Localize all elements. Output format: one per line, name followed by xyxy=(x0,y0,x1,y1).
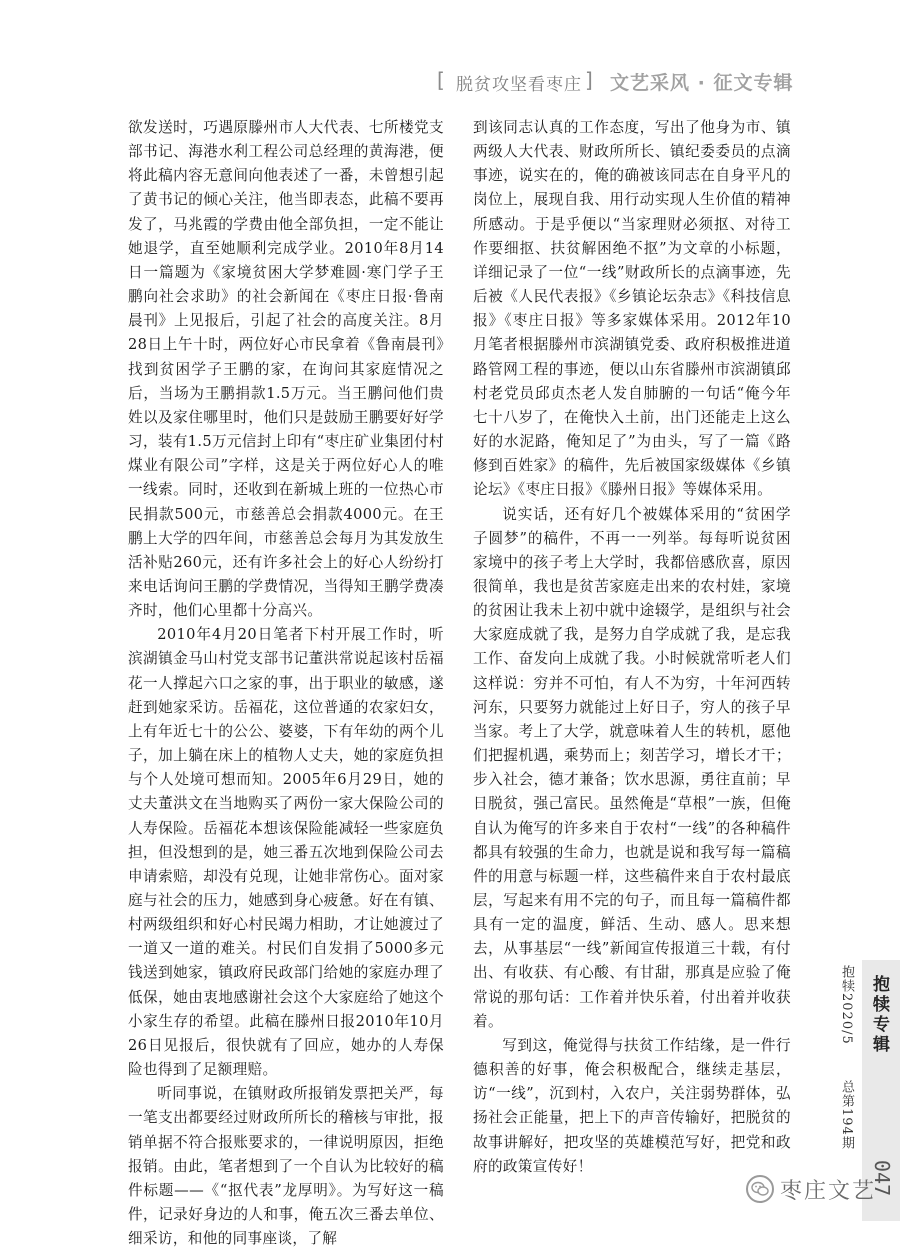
article-column-right xyxy=(473,116,791,1179)
watermark xyxy=(746,1172,876,1206)
corner-section-title: 抱犊专辑 xyxy=(869,975,889,1055)
page-number: 047 xyxy=(870,1160,894,1197)
header-column-title: 文艺采风 · 征文专辑 xyxy=(610,72,794,94)
paragraph: 听同事说，在镇财政所报销发票把关严，每一笔支出都要经过财政所所长的稽核与审批，报销单据不符合报账要求的，一律说明原因，拒绝报销。由此，笔者想到了一个自认为比较好的稿件标题——《“抠代表”龙厚明》。为写好这一稿件，记录好身边的人和事，俺五次三番去单位、细采访，和他的同事座谈，了解 xyxy=(128,1085,444,1248)
watermark-label: 枣庄文艺 xyxy=(780,1178,877,1204)
paragraph: 说实话，还有好几个被媒体采用的“贫困学子圆梦”的稿件，不再一一列举。每每听说贫困家境中的孩子考上大学时，我都倍感欣喜，原因很简单，我也是贫苦家庭走出来的农村娃，家境的贫困让我未上初中就中途辍学，是组织与社会大家庭成就了我，是努力自学成就了我，是忘我工作、奋发向上成就了我。小时候就常听老人们这样说：穷并不可怕，有人不为穷，十年河西转河东，只要努力就能过上好日子，穷人的孩子早当家。考上了大学，就意味着人生的转机，愿他们把握机遇，乘势而上；刻苦学习，增长才干；步入社会，德才兼备；饮水思源，勇往直前；早日脱贫，强己富民。虽然俺是“草根”一族，但俺自认为俺写的许多来自于农村“一线”的各种稿件都具有较强的生命力，也就是说和我写每一篇稿件的用意与标题一样，这些稿件来自于农村最底层，写起来有用不完的句子，而且每一篇稿件都具有一定的温度，鲜活、生动、感人。思来想去，从事基层“一线”新闻宣传报道三十载，有付出、有收获、有心酸、有甘甜，那真是应验了俺常说的那句话：工作着并快乐着，付出着并收获着。 xyxy=(473,505,791,1030)
issue-label: 总第194期 xyxy=(839,1080,854,1150)
article-column-left xyxy=(128,116,444,1251)
header-bracket-right: ] xyxy=(585,68,593,92)
paragraph: 到该同志认真的工作态度，写出了他身为市、镇两级人大代表、财政所所长、镇纪委委员的点滴事迹，说实在的，俺的确被该同志在自身平凡的岗位上，展现自我、用行动实现人生价值的精神所感动。于是乎便以“当家理财必须抠、对待工作要细抠、扶贫解困绝不抠”为文章的小标题，详细记录了一位“一线”财政所长的点滴事迹，先后被《人民代表报》《乡镇论坛杂志》《科技信息报》《枣庄日报》等多家媒体采用。2012年10月笔者根据滕州市滨湖镇党委、政府积极推进道路管网工程的事迹，便以山东省滕州市滨湖镇邱村老党员邱贞杰老人发自肺腑的一句话“俺今年七十八岁了，在俺快入土前，出门还能走上这么好的水泥路，俺知足了”为由头，写了一篇《路修到百姓家》的稿件，先后被国家级媒体《乡镇论坛》《枣庄日报》《滕州日报》等媒体采用。 xyxy=(473,119,791,499)
paragraph: 欲发送时，巧遇原滕州市人大代表、七所楼党支部书记、海港水利工程公司总经理的黄海港，便将此稿内容无意间向他表述了一番，未曾想引起了黄书记的倾心关注，他当即表态，此稿不要再发了，马兆霞的学费由他全部负担，一定不能让她退学，直至她顺利完成学业。2010年8月14日一篇题为《家境贫困大学梦难圆·寒门学子王鹏向社会求助》的社会新闻在《枣庄日报·鲁南晨刊》上见报后，引起了社会的高度关注。8月28日上午十时，两位好心市民拿着《鲁南晨刊》找到贫困学子王鹏的家，在询问其家庭情况之后，当场为王鹏捐款1.5万元。当王鹏问他们贵姓以及家住哪里时，他们只是鼓励王鹏要好好学习，装有1.5万元信封上印有“枣庄矿业集团付村煤业有限公司”字样，这是关于两位好心人的唯一线索。同时，还收到在新城上班的一位热心市民捐款500元，市慈善总会捐款4000元。在王鹏上大学的四年间，市慈善总会每月为其发放生活补贴260元，还有许多社会上的好心人纷纷打来电话询问王鹏的学费情况，当得知王鹏学费凑齐时，他们心里都十分高兴。 xyxy=(128,119,445,620)
header-series-title: 脱贫攻坚看枣庄 xyxy=(456,75,582,95)
header-bracket-left: [ xyxy=(437,68,445,92)
paragraph: 2010年4月20日笔者下村开展工作时，听滨湖镇金马山村党支部书记董洪常说起该村岳福花一人撑起六口之家的事，出于职业的敏感，遂赶到她家采访。岳福花，这位普通的农家妇女，上有年近七十的公公、婆婆，下有年幼的两个儿子，加上躺在床上的植物人丈夫，她的家庭负担与个人处境可想而知。2005年6月29日，她的丈夫董洪文在当地购买了两份一家大保险公司的人寿保险。岳福花本想该保险能减轻一些家庭负担，但没想到的是，她三番五次地到保险公司去申请索赔，却没有兑现，让她非常伤心。面对家庭与社会的压力，她感到身心疲惫。好在有镇、村两级组织和好心村民竭力相助，才让她渡过了一道又一道的难关。村民们自发捐了5000多元钱送到她家，镇政府民政部门给她的家庭办理了低保，她由衷地感谢社会这个大家庭给了她这个小家生存的希望。此稿在滕州日报2010年10月26日见报后，很快就有了回应，她办的人寿保险也得到了足额理赔。 xyxy=(128,626,444,1079)
page-header xyxy=(0,60,900,100)
paragraph: 写到这，俺觉得与扶贫工作结缘，是一件行德积善的好事，俺会积极配合，继续走基层，访“一线”，沉到村，入农户，关注弱势群体，弘扬社会正能量，把上下的声音传输好，把脱贫的故事讲解好，把攻坚的英雄模范写好，把党和政府的政策宣传好！ xyxy=(473,1036,791,1175)
wechat-icon xyxy=(746,1175,774,1203)
publication-label: 抱犊2020/5 xyxy=(839,965,854,1045)
